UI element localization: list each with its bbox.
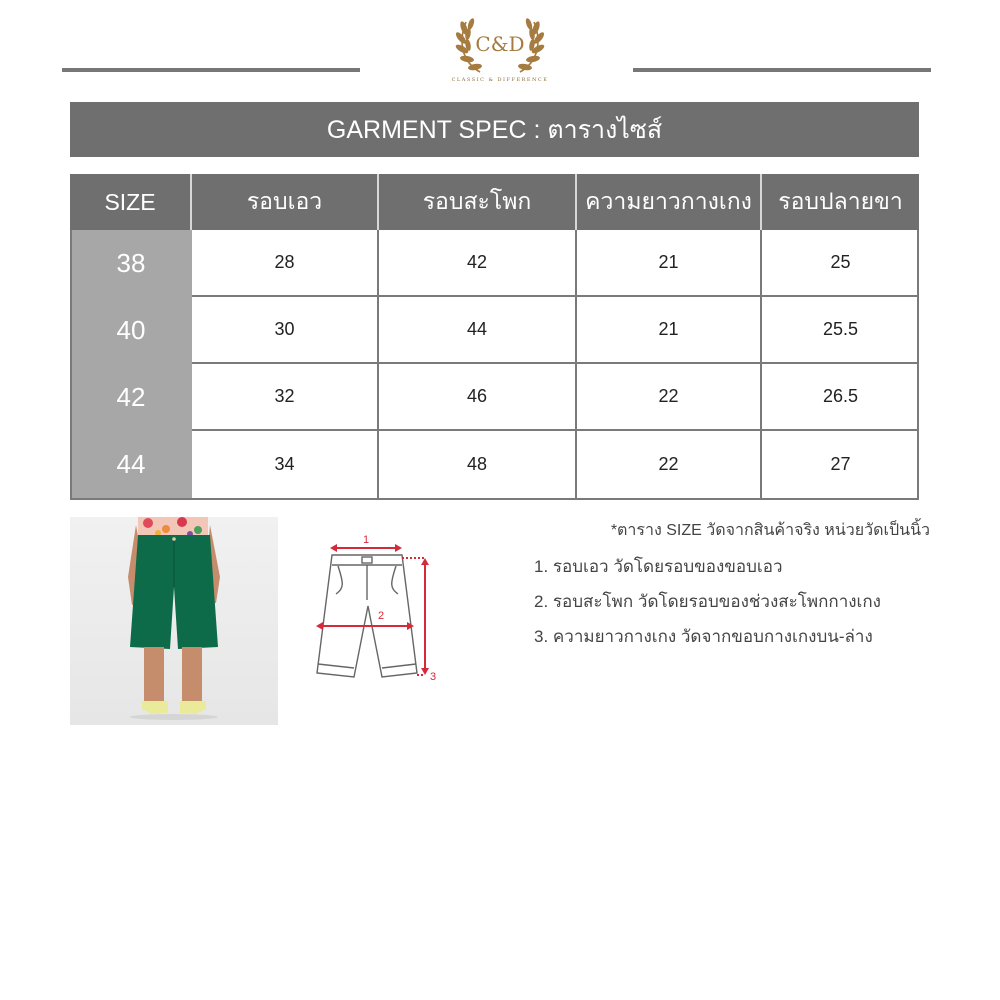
table-cell: 22 [577, 364, 762, 431]
measurement-notes [520, 518, 930, 658]
table-row [70, 431, 919, 498]
size-cell: 40 [70, 297, 192, 364]
product-photo [70, 517, 278, 725]
brand-tagline: CLASSIC & DIFFERENCE [451, 77, 549, 83]
header-leg-opening: รอบปลายขา [762, 174, 919, 230]
table-row [70, 364, 919, 431]
table-row [70, 230, 919, 297]
brand-monogram: C&D [475, 32, 525, 56]
table-cell: 32 [192, 364, 379, 431]
note-item: 1. รอบเอว วัดโดยรอบของขอบเอว [534, 557, 783, 576]
table-header-row [70, 174, 919, 230]
table-cell: 42 [379, 230, 577, 297]
header-size: SIZE [70, 174, 192, 230]
table-cell: 28 [192, 230, 379, 297]
table-cell: 26.5 [762, 364, 919, 431]
size-table [70, 174, 919, 498]
header-rule-right [633, 68, 931, 72]
table-cell: 34 [192, 431, 379, 498]
floral-blouse-icon [138, 517, 208, 537]
table-cell: 25.5 [762, 297, 919, 364]
header-rule-left [62, 68, 360, 72]
table-cell: 21 [577, 297, 762, 364]
table-cell: 27 [762, 431, 919, 498]
table-cell: 22 [577, 431, 762, 498]
header-hip: รอบสะโพก [379, 174, 577, 230]
table-cell: 30 [192, 297, 379, 364]
notes-heading: *ตาราง SIZE วัดจากสินค้าจริง หน่วยวัดเป็นนิ้ว [610, 522, 930, 539]
table-cell: 48 [379, 431, 577, 498]
table-cell: 25 [762, 230, 919, 297]
note-item: 3. ความยาวกางเกง วัดจากขอบกางเกงบน-ล่าง [534, 627, 873, 646]
note-item: 2. รอบสะโพก วัดโดยรอบของช่วงสะโพกกางเกง [534, 592, 881, 611]
size-cell: 42 [70, 364, 192, 431]
title-bar [70, 102, 919, 157]
measure-label-1: 1 [363, 534, 370, 546]
table-row [70, 297, 919, 364]
brand-logo [440, 0, 560, 88]
size-cell: 38 [70, 230, 192, 297]
measure-label-3: 3 [430, 671, 437, 683]
table-cell: 44 [379, 297, 577, 364]
page-title: GARMENT SPEC : ตารางไซส์ [326, 115, 663, 144]
header-length: ความยาวกางเกง [577, 174, 762, 230]
shorts-measurement-diagram [300, 528, 460, 718]
size-cell: 44 [70, 431, 192, 498]
header-waist: รอบเอว [192, 174, 379, 230]
table-cell: 21 [577, 230, 762, 297]
table-cell: 46 [379, 364, 577, 431]
shorts-outline-icon [317, 555, 417, 677]
measure-label-2: 2 [378, 610, 385, 622]
